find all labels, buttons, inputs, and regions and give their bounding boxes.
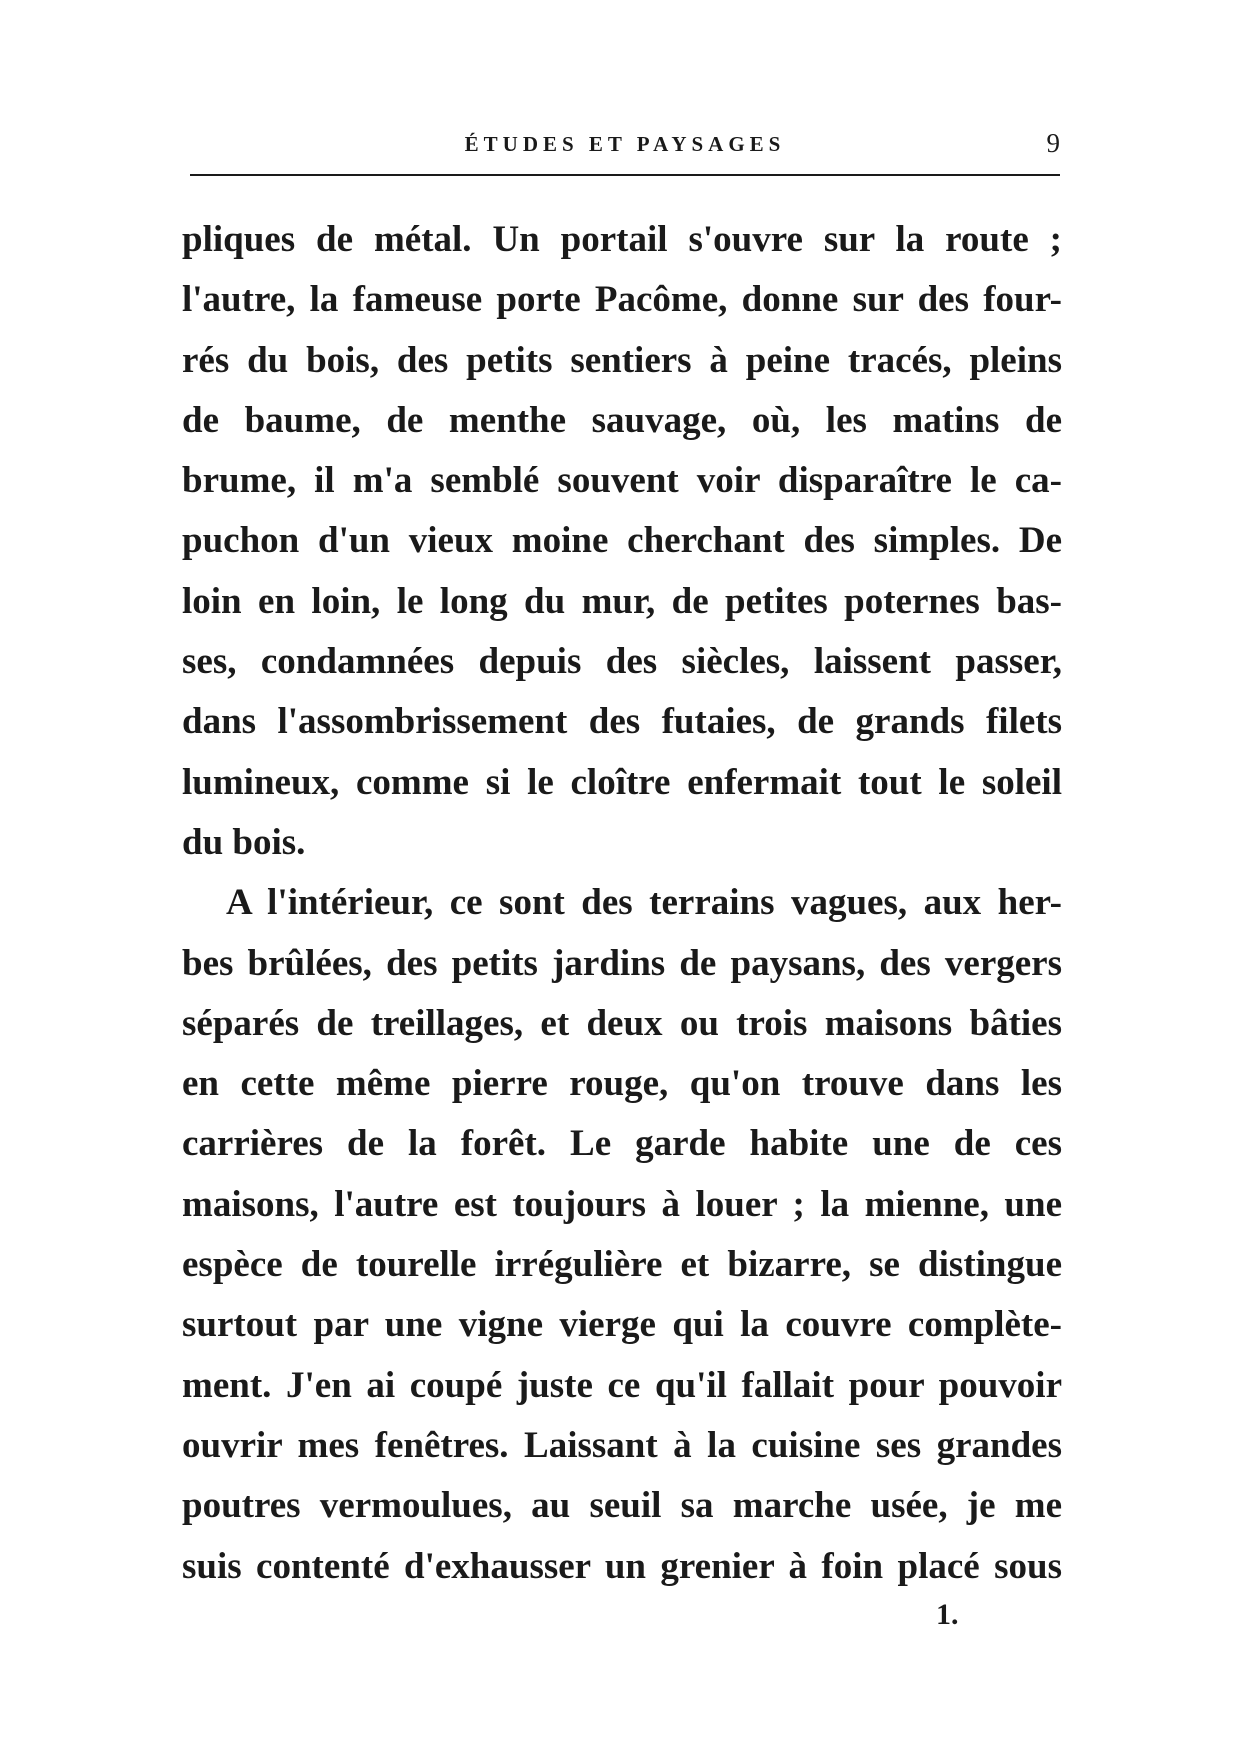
text-line: bes brûlées, des petits jardins de paysans, des vergers	[182, 942, 1062, 984]
text-line: brume, il m'a semblé souvent voir disparaître le ca-	[182, 460, 1062, 502]
running-title: ÉTUDES ET PAYSAGES	[464, 132, 786, 156]
paragraph-1	[182, 210, 1062, 873]
text-line: loin en loin, le long du mur, de petites poternes bas-	[182, 580, 1062, 622]
text-line: de baume, de menthe sauvage, où, les matins de	[182, 399, 1062, 441]
page-number: 9	[1046, 128, 1060, 158]
text-line: en cette même pierre rouge, qu'on trouve dans les	[182, 1063, 1062, 1105]
header-rule	[190, 174, 1060, 176]
text-line: ment. J'en ai coupé juste ce qu'il fallait pour pouvoir	[182, 1364, 1062, 1406]
text-line: poutres vermoulues, au seuil sa marche usée, je me	[182, 1485, 1062, 1527]
text-line: lumineux, comme si le cloître enfermait tout le soleil	[182, 761, 1062, 803]
body-text	[182, 210, 1062, 1597]
text-line: pliques de métal. Un portail s'ouvre sur la route ;	[182, 219, 1062, 260]
text-line: dans l'assombrissement des futaies, de grands filets	[182, 701, 1062, 743]
text-line: A l'intérieur, ce sont des terrains vagues, aux her-	[226, 882, 1062, 924]
text-line: du bois.	[182, 821, 306, 863]
signature-mark: 1.	[936, 1598, 959, 1631]
text-line: l'autre, la fameuse porte Pacôme, donne sur des four-	[182, 279, 1062, 321]
text-line: séparés de treillages, et deux ou trois maisons bâties	[182, 1002, 1062, 1044]
text-line: surtout par une vigne vierge qui la couvre complète-	[182, 1304, 1062, 1346]
text-line: suis contenté d'exhausser un grenier à foin placé sous	[182, 1545, 1062, 1587]
text-line: ses, condamnées depuis des siècles, laissent passer,	[182, 641, 1062, 683]
text-line: espèce de tourelle irrégulière et bizarre, se distingue	[182, 1244, 1062, 1286]
text-line: maisons, l'autre est toujours à louer ; la mienne, une	[182, 1183, 1062, 1225]
paragraph-2	[182, 873, 1062, 1597]
text-line: carrières de la forêt. Le garde habite une de ces	[182, 1123, 1062, 1165]
text-line: ouvrir mes fenêtres. Laissant à la cuisine ses grandes	[182, 1424, 1062, 1466]
text-line: puchon d'un vieux moine cherchant des simples. De	[182, 520, 1062, 562]
running-head	[190, 128, 1060, 158]
text-line: rés du bois, des petits sentiers à peine tracés, pleins	[182, 339, 1062, 381]
